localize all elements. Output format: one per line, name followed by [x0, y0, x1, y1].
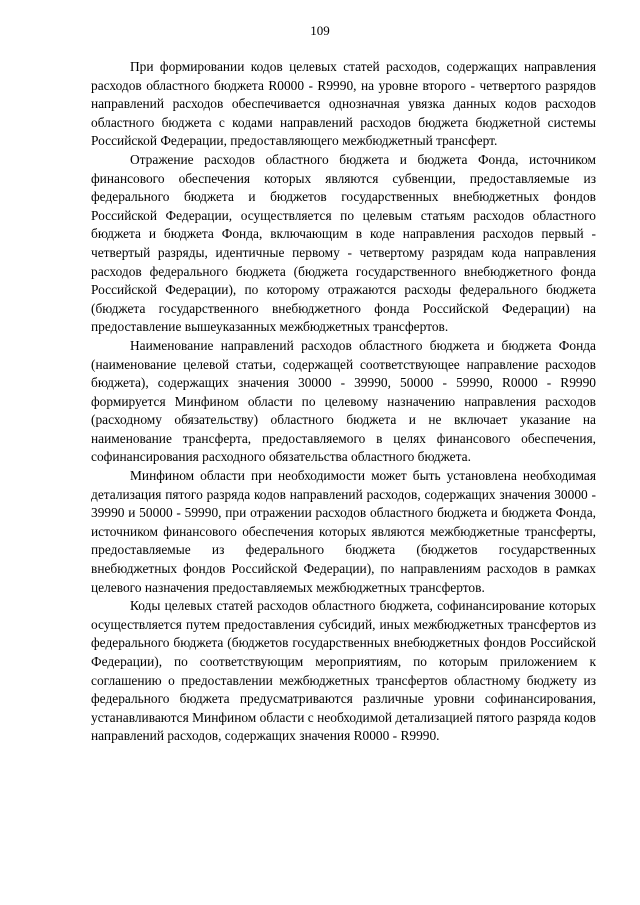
page-number: 109 — [310, 23, 330, 38]
paragraph-subvention-expenses: Отражение расходов областного бюджета и бюджета Фонда, источником финансового обеспечения которых являются субвенции, предоставляемые из федерального бюджета и бюджетов государственных внебюджетных фондов Российской Федерации, осуществляется по целевым статьям расходов областного бюджета и бюджета Фонда, включающим в коде направления расходов первый - четвертый разряды, идентичные первому - четвертому разрядам кода направления расходов федерального бюджета (бюджета государственного внебюджетного фонда Российской Федерации), по которому отражаются расходы федерального бюджета (бюджета государственного внебюджетного фонда Российской Федерации) на предоставление вышеуказанных межбюджетных трансфертов. — [91, 151, 596, 335]
paragraph-fifth-digit-detail: Минфином области при необходимости может быть установлена необходимая детализация пятого разряда кодов направлений расходов, содержащих значения 30000 - 39990 и 50000 - 59990, при отражении расходов областного бюджета и бюджета Фонда, источником финансового обеспечения которых являются межбюджетные трансферты, предоставляемые из федерального бюджета (бюджетов государственных внебюджетных фондов Российской Федерации), по направлениям расходов в рамках целевого назначения предоставляемых межбюджетных трансфертов. — [91, 468, 596, 595]
paragraph-code-linkage: При формировании кодов целевых статей расходов, содержащих направления расходов областного бюджета R0000 - R9990, на уровне второго - четвертого разрядов направлений расходов обеспечивается однозначная увязка данных кодов расходов областного бюджета с кодами направлений расходов бюджета бюджетной системы Российской Федерации, предоставляющего межбюджетный трансферт. — [91, 59, 596, 149]
body-text — [91, 58, 596, 746]
paragraph-expense-direction-naming: Наименование направлений расходов областного бюджета и бюджета Фонда (наименование целевой статьи, содержащей соответствующее направление расходов бюджета), содержащих значения 30000 - 39990, 50000 - 59990, R0000 - R9990 формируется Минфином области по целевому назначению направления расходов (расходному обязательству) областного бюджета и не включает указание на наименование трансферта, предоставляемого в целях финансового обеспечения, софинансирования расходного обязательства областного бюджета. — [91, 337, 596, 465]
paragraph-cofinancing-codes: Коды целевых статей расходов областного бюджета, софинансирование которых осуществляется путем предоставления субсидий, иных межбюджетных трансфертов из федерального бюджета (бюджетов государственных внебюджетных фондов Российской Федерации), по соответствующим мероприятиям, по которым приложением к соглашению о предоставлении межбюджетных трансфертов областному бюджету из федерального бюджета предусматриваются различные уровни софинансирования, устанавливаются Минфином области с необходимой детализацией пятого разряда кодов направлений расходов, содержащих значения R0000 - R9990. — [91, 598, 596, 744]
